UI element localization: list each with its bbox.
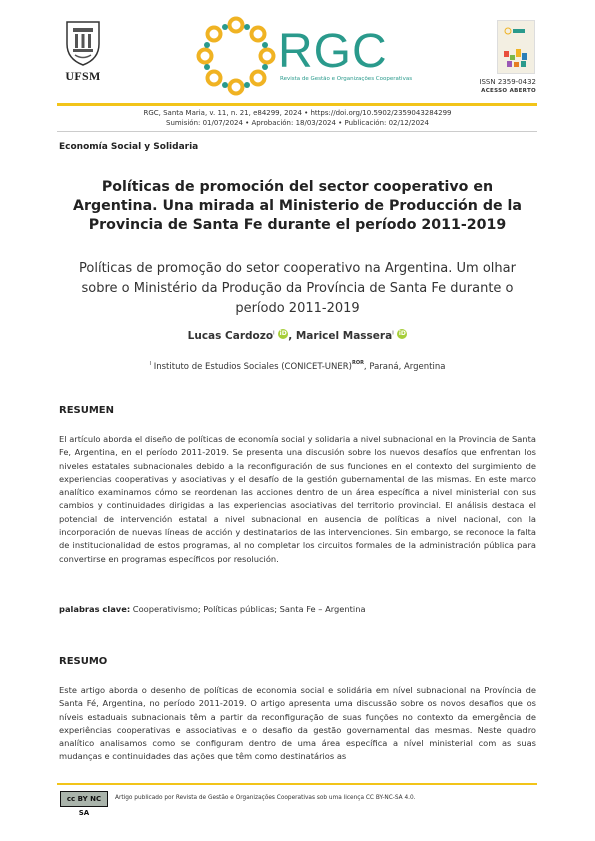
keywords-value: Cooperativismo; Políticas públicas; Santa Fe – Argentina: [130, 604, 366, 614]
ufsm-crest-icon: [63, 18, 103, 66]
issn-label: ISSN 2359-0432: [479, 78, 536, 86]
affiliation: [0, 360, 595, 372]
journal-cover-image: [498, 21, 534, 73]
page-header: [0, 0, 595, 105]
header-rule: [57, 103, 537, 106]
title-portuguese: Políticas de promoção do setor cooperativo na Argentina. Um olhar sobre o Ministério da Produção da Província de Santa Fe durante o período 2011-2019: [79, 261, 516, 316]
author-name: Maricel Massera: [295, 330, 393, 342]
ufsm-logo: [58, 18, 108, 84]
keywords-label: palabras clave:: [59, 604, 131, 614]
open-access-badge: ACESSO ABERTO: [481, 88, 536, 94]
section-tag: Economía Social y Solidaria: [59, 142, 199, 152]
logo-subtitle: Revista de Gestão e Organizações Cooperativas: [280, 76, 413, 82]
author-list: [0, 329, 595, 342]
ufsm-label: UFSM: [65, 69, 101, 83]
resumo-body: Este artigo aborda o desenho de políticas de economia social e solidária em nível subnacional na Província de Santa Fé, Argentina, no período 2011-2019. O artigo apresenta uma discussão sobre os novos desafios que os níveis estaduais subnacionais têm a partir da reconfiguração de suas funções no contexto da emergência de experiências cooperativas e associativas e o desafio da gestão governamental das mesmas. Neste quadro analítico analisamos como se configuram dentro de uma área específica a nível ministerial com as suas mudanças e continuidades das ações que têm como destinatários as: [59, 685, 536, 762]
cooperative-circle-icon: [196, 16, 276, 96]
ror-icon[interactable]: ROR: [351, 360, 364, 366]
affiliation-location: , Paraná, Argentina: [363, 362, 446, 372]
meta-divider: [57, 131, 537, 132]
citation-line: RGC, Santa Maria, v. 11, n. 21, e84299, 2024 • https://doi.org/10.5902/2359043284299: [143, 109, 452, 117]
resumo-heading: RESUMO: [59, 656, 108, 667]
orcid-icon[interactable]: iD: [279, 330, 287, 337]
footer-rule: [57, 783, 537, 785]
keywords: [59, 604, 366, 614]
author-separator: ,: [288, 330, 296, 342]
logo-text: RGC: [278, 25, 388, 78]
title-spanish: Políticas de promoción del sector cooperativo en Argentina. Una mirada al Ministerio de Producción de la Provincia de Santa Fe durante el período 2011-2019: [73, 179, 522, 233]
affiliation-mark: I: [149, 361, 152, 368]
resumen-heading: RESUMEN: [59, 405, 115, 416]
author-affil-mark: I: [392, 330, 394, 337]
rgc-logo: [196, 16, 413, 96]
resumen-body: El artículo aborda el diseño de políticas de economía social y solidaria a nivel subnacional en la Provincia de Santa Fe, Argentina, en el período 2011-2019. Se presenta una discusión sobre los nuevos desafíos que enfrentan los niveles estatales subnacionales debido a la reconfiguración de sus funciones en el contexto del surgimiento de experiencias cooperativas y asociativas y el desafío de la gestión gubernamental de las mismas. En este marco analítico examinamos cómo se reordenan las acciones dentro de un área específica a nivel ministerial con sus cambios y continuidades dirigidas a las experiencias asociativas del territorio provincial. El análisis destaca el potencial de intervención estatal a nivel subnacional en ausencia de políticas a nivel nacional, con la incorporación de nuevas líneas de acción y destinatarios de las intervenciones. Sin embargo, se reconoce la falta de institucionalidad de estos programas, al no completar los circuitos formales de la administración pública para convertirse en programas específicos por resolución.: [59, 434, 536, 564]
affiliation-institution: Instituto de Estudios Sociales (CONICET-UNER): [151, 362, 352, 372]
journal-cover-thumbnail: [497, 20, 535, 74]
orcid-icon[interactable]: iD: [398, 330, 406, 337]
cc-license-icon[interactable]: cc BY NC SA: [60, 791, 108, 807]
license-text: Artigo publicado por Revista de Gestão e Organizações Cooperativas sob uma licença CC BY-NC-SA 4.0.: [115, 795, 416, 801]
author-name: Lucas Cardozo: [187, 330, 274, 342]
author-affil-mark: I: [273, 330, 275, 337]
dates-line: Sumisión: 01/07/2024 • Aprobación: 18/03/2024 • Publicación: 02/12/2024: [166, 119, 429, 127]
